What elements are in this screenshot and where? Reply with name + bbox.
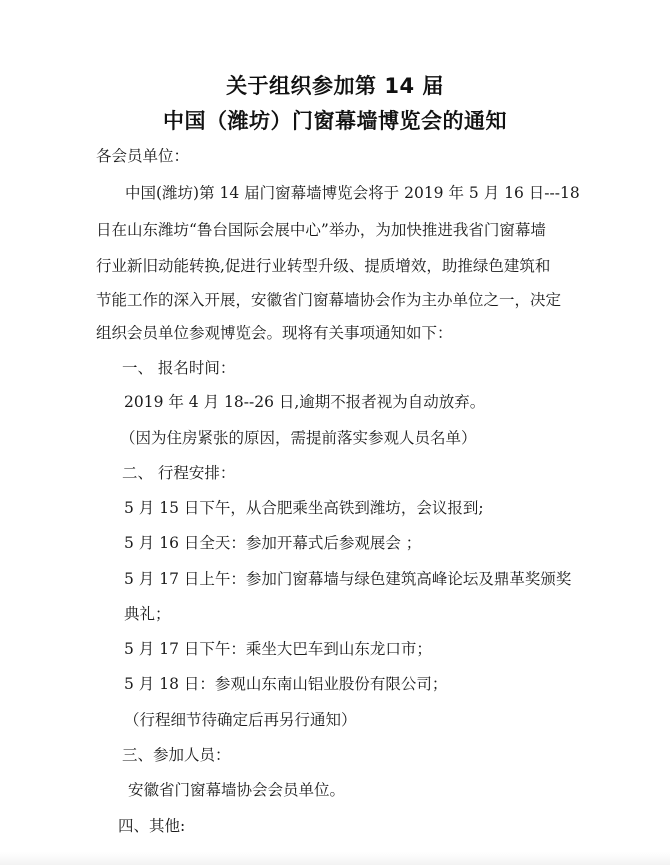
page-bottom-edge bbox=[0, 852, 670, 865]
section-4-heading: 四、其他: bbox=[118, 817, 186, 835]
title-line-2: 中国（潍坊）门窗幕墙博览会的通知 bbox=[163, 109, 507, 133]
itinerary-item: 典礼； bbox=[124, 605, 171, 623]
intro-line-4: 节能工作的深入开展，安徽省门窗幕墙协会作为主办单位之一，决定 bbox=[96, 291, 562, 309]
section-2-note: （行程细节待确定后再另行通知） bbox=[124, 711, 357, 729]
itinerary-item: 5 月 18 日：参观山东南山铝业股份有限公司； bbox=[124, 675, 448, 693]
section-1-heading: 一、 报名时间： bbox=[122, 359, 236, 377]
intro-line-2: 日在山东潍坊“鲁台国际会展中心”举办，为加快推进我省门窗幕墙 bbox=[96, 221, 546, 239]
itinerary-item: 5 月 16 日全天：参加开幕式后参观展会 ； bbox=[124, 534, 422, 552]
itinerary-item: 5 月 17 日下午：乘坐大巴车到山东龙口市； bbox=[124, 640, 432, 658]
title-line-1: 关于组织参加第 14 届 bbox=[226, 74, 444, 98]
itinerary-item: 5 月 15 日下午，从合肥乘坐高铁到潍坊，会议报到; bbox=[124, 499, 484, 517]
section-1-note: （因为住房紧张的原因，需提前落实参观人员名单） bbox=[120, 429, 477, 447]
itinerary-item: 5 月 17 日上午：参加门窗幕墙与绿色建筑高峰论坛及鼎革奖颁奖 bbox=[124, 570, 572, 588]
section-3-heading: 三、参加人员： bbox=[122, 746, 231, 764]
section-3-text: 安徽省门窗幕墙协会会员单位。 bbox=[128, 781, 346, 799]
section-2-heading: 二、 行程安排： bbox=[122, 464, 236, 482]
intro-line-1: 中国(潍坊)第 14 届门窗幕墙博览会将于 2019 年 5 月 16 日---18 bbox=[125, 184, 580, 202]
salutation: 各会员单位： bbox=[96, 147, 190, 165]
section-1-text: 2019 年 4 月 18--26 日,逾期不报者视为自动放弃。 bbox=[124, 393, 486, 411]
intro-line-3: 行业新旧动能转换,促进行业转型升级、提质增效，助推绿色建筑和 bbox=[96, 257, 551, 275]
intro-line-5: 组织会员单位参观博览会。现将有关事项通知如下： bbox=[96, 324, 453, 342]
